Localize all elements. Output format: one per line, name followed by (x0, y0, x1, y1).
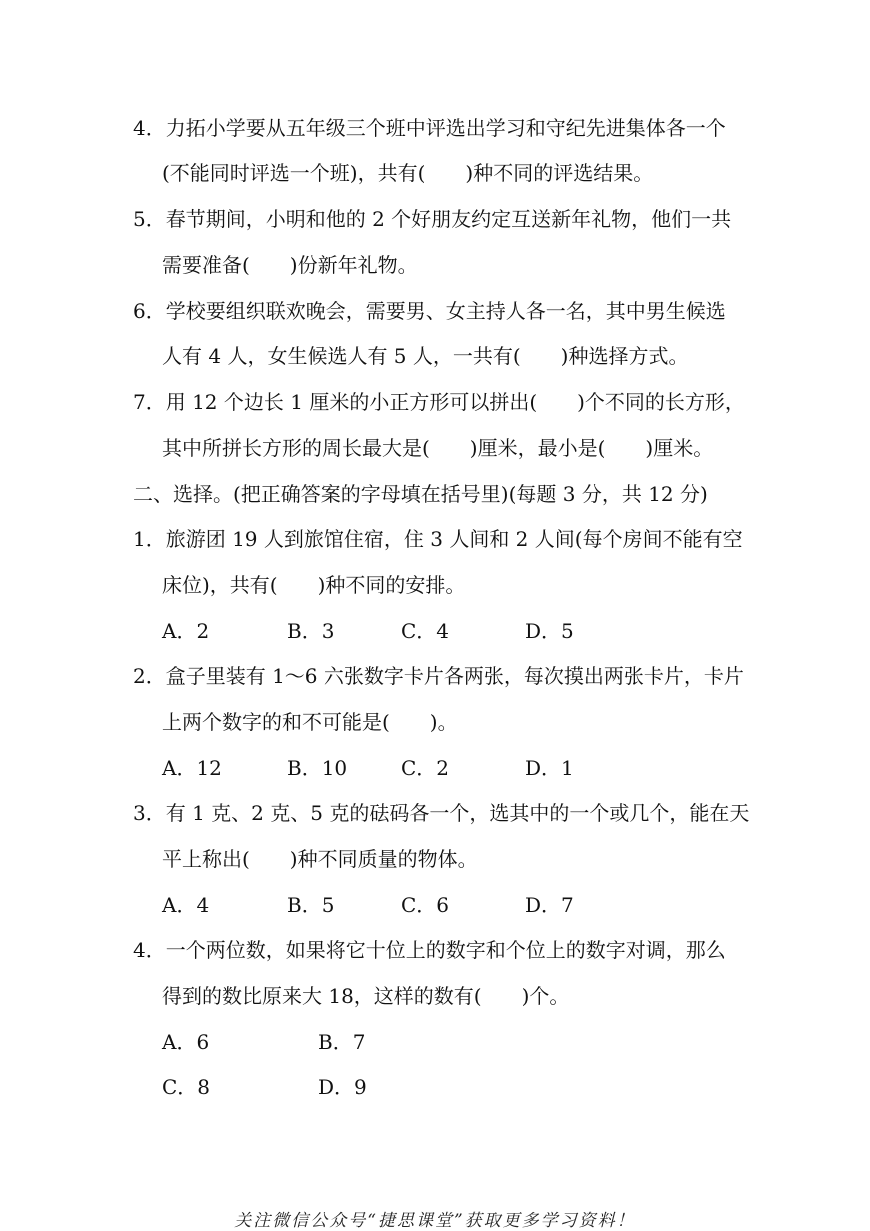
choice-question-3-line-1: 3．有 1 克、2 克、5 克的砝码各一个，选其中的一个或几个，能在天 (133, 801, 750, 825)
choice-question-2-option-d: D．1 (525, 756, 574, 780)
footer-promo-text: 关注微信公众号“捷思课堂”获取更多学习资料！ (234, 1211, 636, 1231)
choice-question-2-option-c: C．2 (401, 756, 450, 780)
choice-question-3-option-d: D．7 (525, 893, 574, 917)
choice-question-4-option-a: A．6 (162, 1030, 210, 1054)
choice-question-3-option-c: C．6 (401, 893, 450, 917)
fill-question-5-line-2: 需要准备( )份新年礼物。 (162, 253, 418, 277)
choice-question-4-option-c: C．8 (162, 1075, 211, 1099)
choice-question-3-option-b: B．5 (287, 893, 335, 917)
choice-question-2-option-b: B．10 (287, 756, 348, 780)
fill-question-7-line-1: 7．用 12 个边长 1 厘米的小正方形可以拼出( )个不同的长方形， (133, 390, 745, 414)
choice-question-4-option-d: D．9 (318, 1075, 367, 1099)
choice-question-1-line-2: 床位)，共有( )种不同的安排。 (162, 573, 466, 597)
choice-question-1-option-d: D．5 (525, 619, 574, 643)
section-2-heading: 二、选择。(把正确答案的字母填在括号里)(每题 3 分，共 12 分) (133, 482, 708, 506)
fill-question-4-line-2: (不能同时评选一个班)，共有( )种不同的评选结果。 (162, 161, 654, 185)
choice-question-3-option-a: A．4 (162, 893, 210, 917)
choice-question-4-line-1: 4．一个两位数，如果将它十位上的数字和个位上的数字对调，那么 (133, 938, 726, 962)
fill-question-6-line-2: 人有 4 人，女生候选人有 5 人，一共有( )种选择方式。 (162, 344, 689, 368)
choice-question-2-option-a: A．12 (162, 756, 222, 780)
choice-question-1-line-1: 1．旅游团 19 人到旅馆住宿，住 3 人间和 2 人间(每个房间不能有空 (133, 527, 743, 551)
choice-question-4-line-2: 得到的数比原来大 18，这样的数有( )个。 (162, 984, 570, 1008)
choice-question-2-line-1: 2．盒子里装有 1～6 六张数字卡片各两张，每次摸出两张卡片，卡片 (133, 664, 744, 688)
choice-question-1-option-c: C．4 (401, 619, 450, 643)
fill-question-7-line-2: 其中所拼长方形的周长最大是( )厘米，最小是( )厘米。 (162, 436, 714, 460)
choice-question-1-option-b: B．3 (287, 619, 335, 643)
fill-question-4-line-1: 4．力拓小学要从五年级三个班中评选出学习和守纪先进集体各一个 (133, 116, 726, 140)
choice-question-3-line-2: 平上称出( )种不同质量的物体。 (162, 847, 478, 871)
fill-question-6-line-1: 6．学校要组织联欢晚会，需要男、女主持人各一名，其中男生候选 (133, 299, 726, 323)
choice-question-2-line-2: 上两个数字的和不可能是( )。 (162, 710, 458, 734)
choice-question-4-option-b: B．7 (318, 1030, 366, 1054)
choice-question-1-option-a: A．2 (162, 619, 210, 643)
fill-question-5-line-1: 5．春节期间，小明和他的 2 个好朋友约定互送新年礼物，他们一共 (133, 207, 732, 231)
